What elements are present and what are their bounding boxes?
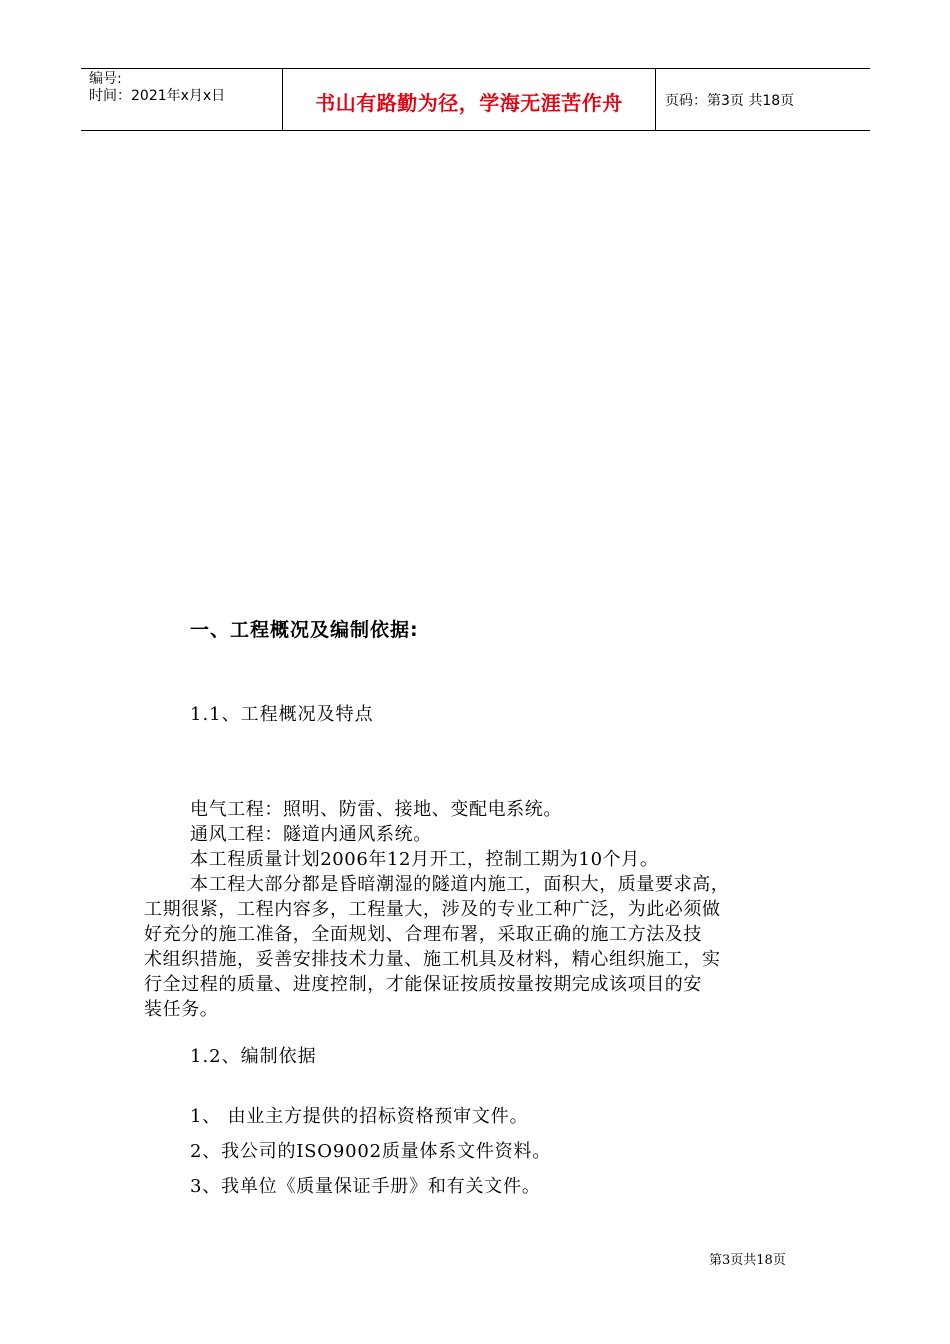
subsection-title-overview: 1.1、工程概况及特点 xyxy=(190,704,374,725)
section-title: 一、工程概况及编制依据: xyxy=(190,619,419,641)
paragraph-line: 通风工程：隧道内通风系统。 xyxy=(190,824,432,845)
paragraph-line: 好充分的施工准备，全面规划、合理布署，采取正确的施工方法及技 xyxy=(144,924,702,945)
header-motto-cell xyxy=(282,69,656,130)
header-meta-cell xyxy=(81,69,281,130)
subsection-title-basis: 1.2、编制依据 xyxy=(190,1046,317,1067)
paragraph-line: 装任务。 xyxy=(144,999,219,1020)
basis-list-item: 3、我单位《质量保证手册》和有关文件。 xyxy=(190,1176,541,1197)
paragraph-line: 本工程大部分都是昏暗潮湿的隧道内施工，面积大，质量要求高， xyxy=(190,874,730,895)
header-table xyxy=(81,68,870,131)
document-time-label: 时间：2021年x月x日 xyxy=(89,88,226,104)
paragraph-line: 电气工程：照明、防雷、接地、变配电系统。 xyxy=(190,799,562,820)
paragraph-line: 行全过程的质量、进度控制，才能保证按质按量按期完成该项目的安 xyxy=(144,974,702,995)
header-page-cell xyxy=(655,69,870,130)
paragraph-line: 工期很紧，工程内容多，工程量大，涉及的专业工种广泛，为此必须做 xyxy=(144,899,721,920)
document-number-label: 编号: xyxy=(89,71,122,87)
basis-list-item: 1、 由业主方提供的招标资格预审文件。 xyxy=(190,1106,529,1127)
header-page-number: 页码：第3页 共18页 xyxy=(665,93,795,109)
header-motto: 书山有路勤为径，学海无涯苦作舟 xyxy=(315,91,623,115)
paragraph-line: 本工程质量计划2006年12月开工，控制工期为10个月。 xyxy=(190,849,659,870)
footer-page-number: 第3页共18页 xyxy=(709,1253,786,1268)
basis-list-item: 2、我公司的ISO9002质量体系文件资料。 xyxy=(190,1141,552,1162)
paragraph-line: 术组织措施，妥善安排技术力量、施工机具及材料，精心组织施工，实 xyxy=(144,949,721,970)
